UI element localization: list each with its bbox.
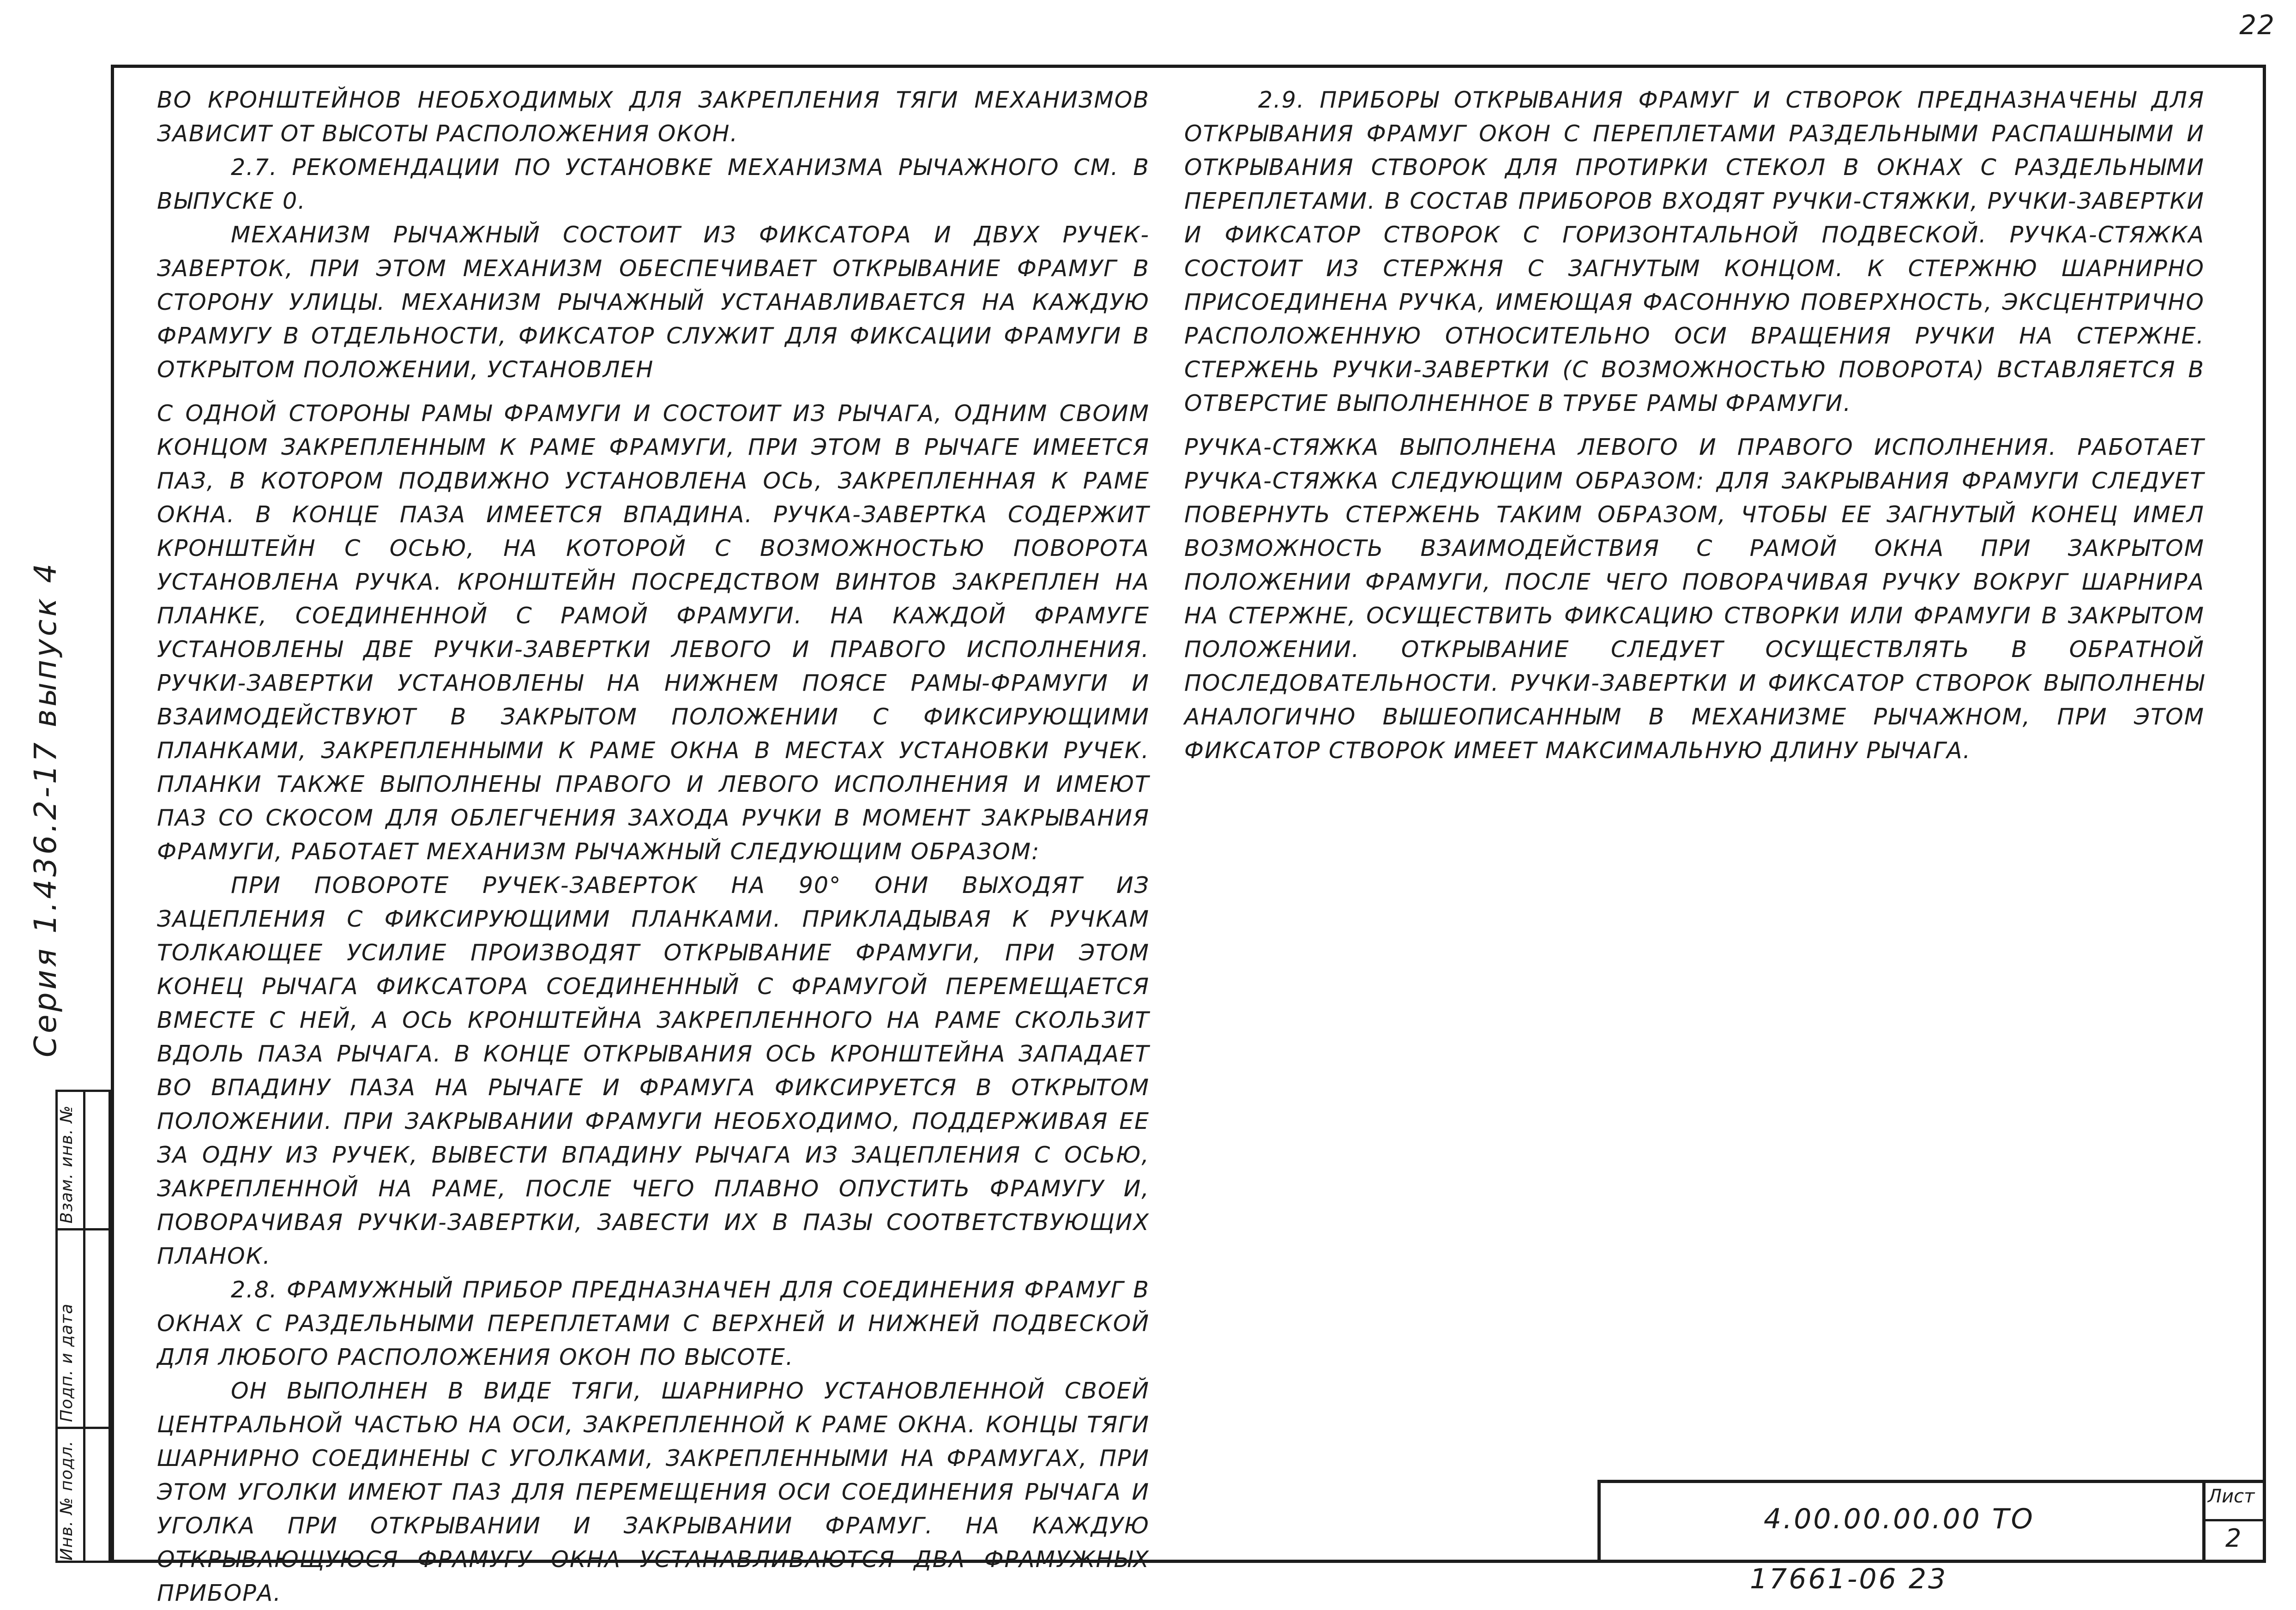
paragraph-lever-mechanism: МЕХАНИЗМ РЫЧАЖНЫЙ СОСТОИТ ИЗ ФИКСАТОРА И ДВУХ РУЧЕК-ЗАВЕРТOК, ПРИ ЭТОМ МЕХАНИЗМ ОБЕСПЕЧИВАЕТ ОТКРЫВАНИЕ ФРАМУГ В СТОРОНУ УЛИЦЫ. МЕХАНИЗМ РЫЧАЖНЫЙ УСТАНАВЛИВАЕТСЯ НА КАЖДУЮ ФРАМУГУ В ОТДЕЛЬНОСТИ, ФИКСАТОР СЛУЖИТ ДЛЯ ФИКСАЦИИ ФРАМУГИ В ОТКРЫТОМ ПОЛОЖЕНИИ, УСТАНОВЛЕН bbox=[157, 222, 1150, 383]
inventory-number: 17661-06 23 bbox=[1750, 1563, 1948, 1595]
paragraph-lever-operation: ПРИ ПОВОРОТЕ РУЧЕК-ЗАВЕРТOК НА 90° ОНИ ВЫХОДЯТ ИЗ ЗАЦЕПЛЕНИЯ С ФИКСИРУЮЩИМИ ПЛАНКАМИ. ПРИКЛАДЫВАЯ К РУЧКАМ ТОЛКАЮЩЕЕ УСИЛИЕ ПРОИЗВОДЯТ ОТКРЫВАНИЕ ФРАМУГИ, ПРИ ЭТОМ КОНЕЦ РЫЧАГА ФИКСАТОРА СОЕДИНЕННЫЙ С ФРАМУГОЙ ПЕРЕМЕЩАЕТСЯ ВМЕСТЕ С НЕЙ, А ОСЬ КРОНШТЕЙНА ЗАКРЕПЛЕННОГО НА РАМЕ СКОЛЬЗИТ ВДОЛЬ ПАЗА РЫЧАГА. В КОНЦЕ ОТКРЫВАНИЯ ОСЬ КРОНШТЕЙНА ЗАПАДАЕТ ВО ВПАДИНУ ПАЗА НА РЫЧАГЕ И ФРАМУГА ФИКСИРУЕТСЯ В ОТКРЫТОМ ПОЛОЖЕНИИ. ПРИ ЗАКРЫВАНИИ ФРАМУГИ НЕОБХОДИМО, ПОДДЕРЖИВАЯ ЕЕ ЗА ОДНУ ИЗ РУЧЕК, ВЫВЕСТИ ВПАДИНУ РЫЧАГА ИЗ ЗАЦЕПЛЕНИЯ С ОСЬЮ, ЗАКРЕПЛЕННОЙ НА РАМЕ, ПОСЛЕ ЧЕГО ПЛАВНО ОПУСТИТЬ ФРАМУГУ И, ПОВОРАЧИВАЯ РУЧКИ-ЗАВЕРТКИ, ЗАВЕСТИ ИХ В ПАЗЫ СООТВЕТСТВУЮЩИХ ПЛАНОК. bbox=[157, 872, 1150, 1269]
document-code: 4.00.00.00.00 ТО bbox=[1764, 1503, 2035, 1535]
paragraph-continuation: ВО КРОНШТЕЙНОВ НЕОБХОДИМЫХ ДЛЯ ЗАКРЕПЛЕНИЯ ТЯГИ МЕХАНИЗМОВ ЗАВИСИТ ОТ ВЫСОТЫ РАСПОЛОЖЕНИЯ ОКОН. bbox=[157, 87, 1150, 147]
paragraph-2-7: 2.7. РЕКОМЕНДАЦИИ ПО УСТАНОВКЕ МЕХАНИЗМА РЫЧАЖНОГО СМ. В ВЫПУСКЕ 0. bbox=[157, 154, 1150, 214]
paragraph-handle-operation: РУЧКА-СТЯЖКА ВЫПОЛНЕНА ЛЕВОГО И ПРАВОГО ИСПОЛНЕНИЯ. РАБОТАЕТ РУЧКА-СТЯЖКА СЛЕДУЮЩИМ ОБРАЗОМ: ДЛЯ ЗАКРЫВАНИЯ ФРАМУГИ СЛЕДУЕТ ПОВЕРНУТЬ СТЕРЖЕНЬ ТАКИМ ОБРАЗОМ, ЧТОБЫ ЕЕ ЗАГНУТЫЙ КОНЕЦ ИМЕЛ ВОЗМОЖНОСТЬ ВЗАИМОДЕЙСТВИЯ С РАМОЙ ОКНА ПРИ ЗАКРЫТОМ ПОЛОЖЕНИИ ФРАМУГИ, ПОСЛЕ ЧЕГО ПОВОРАЧИВАЯ РУЧКУ ВОКРУГ ШАРНИРА НА СТЕРЖНЕ, ОСУЩЕСТВИТЬ ФИКСАЦИЮ СТВОРКИ ИЛИ ФРАМУГИ В ЗАКРЫТОМ ПОЛОЖЕНИИ. ОТКРЫВАНИЕ СЛЕДУЕТ ОСУЩЕСТВЛЯТЬ В ОБРАТНОЙ ПОСЛЕДОВАТЕЛЬНОСТИ. РУЧКИ-ЗАВЕРТКИ И ФИКСАТОР СТВОРОК ВЫПОЛНЕНЫ АНАЛОГИЧНО ВЫШЕОПИСАННЫМ В МЕХАНИЗМЕ РЫЧАЖНОМ, ПРИ ЭТОМ ФИКСАТОР СТВОРОК ИМЕЕТ МАКСИМАЛЬНУЮ ДЛИНУ РЫЧАГА. bbox=[1184, 434, 2205, 764]
sheet-cell-divider bbox=[2202, 1519, 2266, 1521]
stamp-label-sign-date: Подп. и дата bbox=[57, 1303, 76, 1422]
page-number: 22 bbox=[2239, 9, 2275, 41]
paragraph-2-8: 2.8. ФРАМУЖНЫЙ ПРИБОР ПРЕДНАЗНАЧЕН ДЛЯ СОЕДИНЕНИЯ ФРАМУГ В ОКНАХ С РАЗДЕЛЬНЫМИ ПЕРЕПЛЕТАМИ С ВЕРХНЕЙ И НИЖНЕЙ ПОДВЕСКОЙ ДЛЯ ЛЮБОГО РАСПОЛОЖЕНИЯ ОКОН ПО ВЫСОТЕ. bbox=[157, 1277, 1150, 1370]
series-label: Серия 1.436.2-17 выпуск 4 bbox=[28, 561, 63, 1057]
paragraph-lever-description: С ОДНОЙ СТОРОНЫ РАМЫ ФРАМУГИ И СОСТОИТ ИЗ РЫЧАГА, ОДНИМ СВОИМ КОНЦОМ ЗАКРЕПЛЕННЫМ К РАМЕ ФРАМУГИ, ПРИ ЭТОМ В РЫЧАГЕ ИМЕЕТСЯ ПАЗ, В КОТОРОМ ПОДВИЖНО УСТАНОВЛЕНА ОСЬ, ЗАКРЕПЛЕННАЯ К РАМЕ ОКНА. В КОНЦЕ ПАЗА ИМЕЕТСЯ ВПАДИНА. РУЧКА-ЗАВЕРТКА СОДЕРЖИТ КРОНШТЕЙН С ОСЬЮ, НА КОТОРОЙ С ВОЗМОЖНОСТЬЮ ПОВОРОТА УСТАНОВЛЕНА РУЧКА. КРОНШТЕЙН ПОСРЕДСТВОМ ВИНТОВ ЗАКРЕПЛЕН НА ПЛАНКЕ, СОЕДИНЕННОЙ С РАМОЙ ФРАМУГИ. НА КАЖДОЙ ФРАМУГЕ УСТАНОВЛЕНЫ ДВЕ РУЧКИ-ЗАВЕРТКИ ЛЕВОГО И ПРАВОГО ИСПОЛНЕНИЯ. РУЧКИ-ЗАВЕРТКИ УСТАНОВЛЕНЫ НА НИЖНЕМ ПОЯСЕ РАМЫ-ФРАМУГИ И ВЗАИМОДЕЙСТВУЮТ В ЗАКРЫТОМ ПОЛОЖЕНИИ С ФИКСИРУЮЩИМИ ПЛАНКАМИ, ЗАКРЕПЛЕННЫМИ К РАМЕ ОКНА В МЕСТАХ УСТАНОВКИ РУЧЕК. ПЛАНКИ ТАКЖЕ ВЫПОЛНЕНЫ ПРАВОГО И ЛЕВОГО ИСПОЛНЕНИЯ И ИМЕЮТ ПАЗ СО СКОСОМ ДЛЯ ОБЛЕГЧЕНИЯ ЗАХОДА РУЧКИ В МОМЕНТ ЗАКРЫВАНИЯ ФРАМУГИ, РАБОТАЕТ МЕХАНИЗМ РЫЧАЖНЫЙ СЛЕДУЮЩИМ ОБРАЗОМ: bbox=[157, 400, 1150, 865]
stamp-label-inv-orig: Инв. № подл. bbox=[57, 1440, 76, 1561]
stamp-column-inner bbox=[83, 1090, 111, 1563]
sheet-label: Лист bbox=[2208, 1486, 2255, 1507]
paragraph-2-9: 2.9. ПРИБОРЫ ОТКРЫВАНИЯ ФРАМУГ И СТВОРОК ПРЕДНАЗНАЧЕНЫ ДЛЯ ОТКРЫВАНИЯ ФРАМУГ ОКОН С ПЕРЕПЛЕТАМИ РАЗДЕЛЬНЫМИ РАСПАШНЫМИ И ОТКРЫВАНИЯ СТВОРОК ДЛЯ ПРОТИРКИ СТЕКОЛ В ОКНАХ С РАЗДЕЛЬНЫМИ ПЕРЕПЛЕТАМИ. В СОСТАВ ПРИБОРОВ ВХОДЯТ РУЧКИ-СТЯЖКИ, РУЧКИ-ЗАВЕРТКИ И ФИКСАТОР СТВОРОК С ГОРИЗОНТАЛЬНОЙ ПОДВЕСКОЙ. РУЧКА-СТЯЖКА СОСТОИТ ИЗ СТЕРЖНЯ С ЗАГНУТЫМ КОНЦОМ. К СТЕРЖНЮ ШАРНИРНО ПРИСОЕДИНЕНА РУЧКА, ИМЕЮЩАЯ ФАСОННУЮ ПОВЕРХНОСТЬ, ЭКСЦЕНТРИЧНО РАСПОЛОЖЕННУЮ ОТНОСИТЕЛЬНО ОСИ ВРАЩЕНИЯ РУЧКИ НА СТЕРЖНЕ. СТЕРЖЕНЬ РУЧКИ-ЗАВЕРТКИ (С ВОЗМОЖНОСТЬЮ ПОВОРОТА) ВСТАВЛЯЕТСЯ В ОТВЕРСТИЕ ВЫПОЛНЕННОЕ В ТРУБЕ РАМЫ ФРАМУГИ. bbox=[1184, 87, 2205, 416]
sheet-number: 2 bbox=[2225, 1524, 2242, 1553]
stamp-label-inv-instead: Взам. инв. № bbox=[57, 1105, 76, 1224]
left-text-column bbox=[157, 83, 1150, 1610]
right-text-column bbox=[1184, 83, 2205, 767]
stamp-divider bbox=[55, 1228, 111, 1230]
stamp-divider bbox=[55, 1427, 111, 1429]
paragraph-transom-device: ОН ВЫПОЛНЕН В ВИДЕ ТЯГИ, ШАРНИРНО УСТАНОВЛЕННОЙ СВОЕЙ ЦЕНТРАЛЬНОЙ ЧАСТЬЮ НА ОСИ, ЗАКРЕПЛЕННОЙ К РАМЕ ОКНА. КОНЦЫ ТЯГИ ШАРНИРНО СОЕДИНЕНЫ С УГОЛКАМИ, ЗАКРЕПЛЕННЫМИ НА ФРАМУГАХ, ПРИ ЭТОМ УГОЛКИ ИМЕЮТ ПАЗ ДЛЯ ПЕРЕМЕЩЕНИЯ ОСИ СОЕДИНЕНИЯ РЫЧАГА И УГОЛКА ПРИ ОТКРЫВАНИИ И ЗАКРЫВАНИИ ФРАМУГ. НА КАЖДУЮ ОТКРЫВАЮЩУЮСЯ ФРАМУГУ ОКНА УСТАНАВЛИВАЮТСЯ ДВА ФРАМУЖНЫХ ПРИБОРА. bbox=[157, 1378, 1150, 1606]
